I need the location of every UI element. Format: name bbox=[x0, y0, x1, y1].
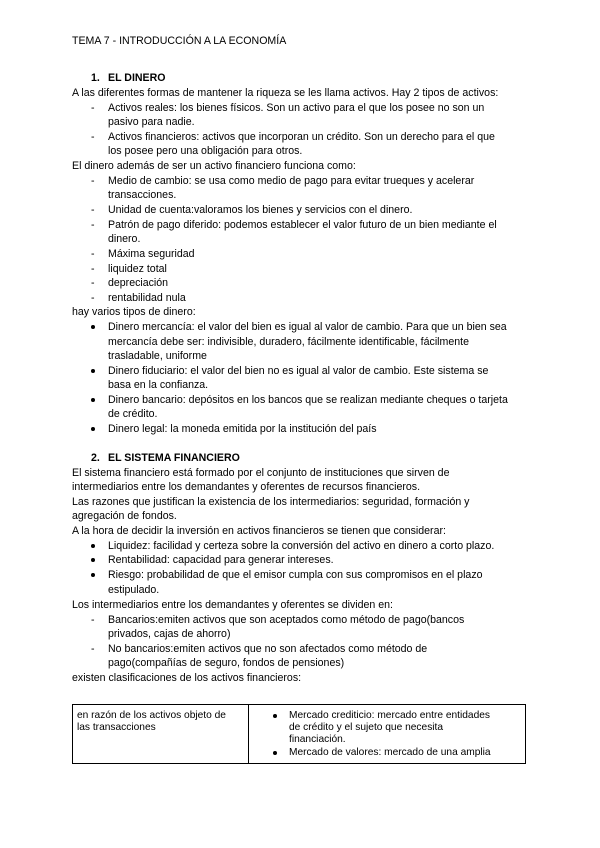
bullet-dot bbox=[91, 544, 95, 548]
list-item: rentabilidad nula bbox=[108, 292, 186, 304]
dash-bullet: - bbox=[91, 263, 95, 275]
bullet-dot bbox=[91, 369, 95, 373]
dash-bullet: - bbox=[91, 292, 95, 304]
list-item: liquidez total bbox=[108, 263, 167, 275]
paragraph: existen clasificaciones de los activos financieros: bbox=[72, 672, 302, 684]
list-item: Activos reales: los bienes físicos. Son un activo para el que los posee no son un bbox=[108, 102, 485, 114]
list-item: basa en la confianza. bbox=[108, 379, 209, 391]
bullet-dot bbox=[91, 558, 95, 562]
bullet-dot bbox=[91, 573, 95, 577]
list-item: Máxima seguridad bbox=[108, 248, 195, 260]
bullet-dot bbox=[91, 325, 95, 329]
table-cell-right: financiación. bbox=[289, 734, 346, 745]
bullet-dot bbox=[91, 427, 95, 431]
paragraph: A la hora de decidir la inversión en activos financieros se tienen que considerar: bbox=[72, 525, 446, 537]
list-item: Dinero mercancía: el valor del bien es igual al valor de cambio. Para que un bien sea bbox=[108, 321, 507, 333]
list-item: transacciones. bbox=[108, 189, 177, 201]
list-item: No bancarios:emiten activos que no son afectados como método de bbox=[108, 643, 428, 655]
table-cell-left: en razón de los activos objeto de bbox=[77, 710, 226, 721]
list-item: dinero. bbox=[108, 233, 141, 245]
list-item: Medio de cambio: se usa como medio de pago para evitar trueques y acelerar bbox=[108, 175, 475, 187]
list-item: mercancía debe ser: indivisible, duradero, fácilmente identificable, fácilmente bbox=[108, 336, 469, 348]
list-item: los posee pero una obligación para otros. bbox=[108, 145, 303, 157]
list-item: Dinero fiduciario: el valor del bien no es igual al valor de cambio. Este sistema se bbox=[108, 365, 489, 377]
paragraph: agregación de fondos. bbox=[72, 510, 177, 522]
section-2-number: 2. bbox=[91, 452, 100, 464]
paragraph: El sistema financiero está formado por el conjunto de instituciones que sirven de bbox=[72, 467, 450, 479]
list-item: pago(compañías de seguro, fondos de pensiones) bbox=[108, 657, 345, 669]
list-item: Dinero legal: la moneda emitida por la institución del país bbox=[108, 423, 377, 435]
table-cell-right: de crédito y el sujeto que necesita bbox=[289, 722, 444, 733]
paragraph: intermediarios entre los demandantes y oferentes de recursos financieros. bbox=[72, 481, 421, 493]
table-cell-right: Mercado de valores: mercado de una amplia bbox=[289, 747, 491, 758]
paragraph: A las diferentes formas de mantener la riqueza se les llama activos. Hay 2 tipos de activos: bbox=[72, 87, 499, 99]
dash-bullet: - bbox=[91, 643, 95, 655]
table-cell-right: Mercado crediticio: mercado entre entidades bbox=[289, 710, 491, 721]
paragraph: hay varios tipos de dinero: bbox=[72, 306, 196, 318]
list-item: Patrón de pago diferido: podemos establecer el valor futuro de un bien mediante el bbox=[108, 219, 497, 231]
list-item: depreciación bbox=[108, 277, 169, 289]
list-item: Dinero bancario: depósitos en los bancos que se realizan mediante cheques o tarjeta bbox=[108, 394, 508, 406]
bullet-dot bbox=[91, 398, 95, 402]
list-item: estipulado. bbox=[108, 584, 160, 596]
list-item: Bancarios:emiten activos que son aceptados como método de pago(bancos bbox=[108, 614, 465, 626]
section-2-heading: EL SISTEMA FINANCIERO bbox=[108, 452, 240, 464]
list-item: Activos financieros: activos que incorporan un crédito. Son un derecho para el que bbox=[108, 131, 495, 143]
bullet-dot bbox=[273, 714, 277, 718]
bullet-dot bbox=[273, 751, 277, 755]
dash-bullet: - bbox=[91, 131, 95, 143]
dash-bullet: - bbox=[91, 204, 95, 216]
paragraph: Las razones que justifican la existencia de los intermediarios: seguridad, formación y bbox=[72, 496, 470, 508]
list-item: de crédito. bbox=[108, 408, 158, 420]
list-item: Liquidez: facilidad y certeza sobre la conversión del activo en dinero a corto plazo. bbox=[108, 540, 495, 552]
section-1-heading: EL DINERO bbox=[108, 72, 166, 84]
list-item: pasivo para nadie. bbox=[108, 116, 195, 128]
section-1-number: 1. bbox=[91, 72, 100, 84]
dash-bullet: - bbox=[91, 248, 95, 260]
list-item: trasladable, uniforme bbox=[108, 350, 207, 362]
list-item: Unidad de cuenta:valoramos los bienes y servicios con el dinero. bbox=[108, 204, 413, 216]
doc-title: TEMA 7 - INTRODUCCIÓN A LA ECONOMÍA bbox=[72, 35, 287, 47]
table-column-divider bbox=[248, 705, 249, 763]
dash-bullet: - bbox=[91, 614, 95, 626]
dash-bullet: - bbox=[91, 175, 95, 187]
list-item: Rentabilidad: capacidad para generar intereses. bbox=[108, 554, 334, 566]
paragraph: El dinero además de ser un activo financiero funciona como: bbox=[72, 160, 356, 172]
dash-bullet: - bbox=[91, 102, 95, 114]
dash-bullet: - bbox=[91, 277, 95, 289]
classification-table bbox=[72, 704, 526, 764]
dash-bullet: - bbox=[91, 219, 95, 231]
paragraph: Los intermediarios entre los demandantes y oferentes se dividen en: bbox=[72, 599, 393, 611]
table-cell-left: las transacciones bbox=[77, 722, 156, 733]
list-item: privados, cajas de ahorro) bbox=[108, 628, 231, 640]
list-item: Riesgo: probabilidad de que el emisor cumpla con sus compromisos en el plazo bbox=[108, 569, 483, 581]
